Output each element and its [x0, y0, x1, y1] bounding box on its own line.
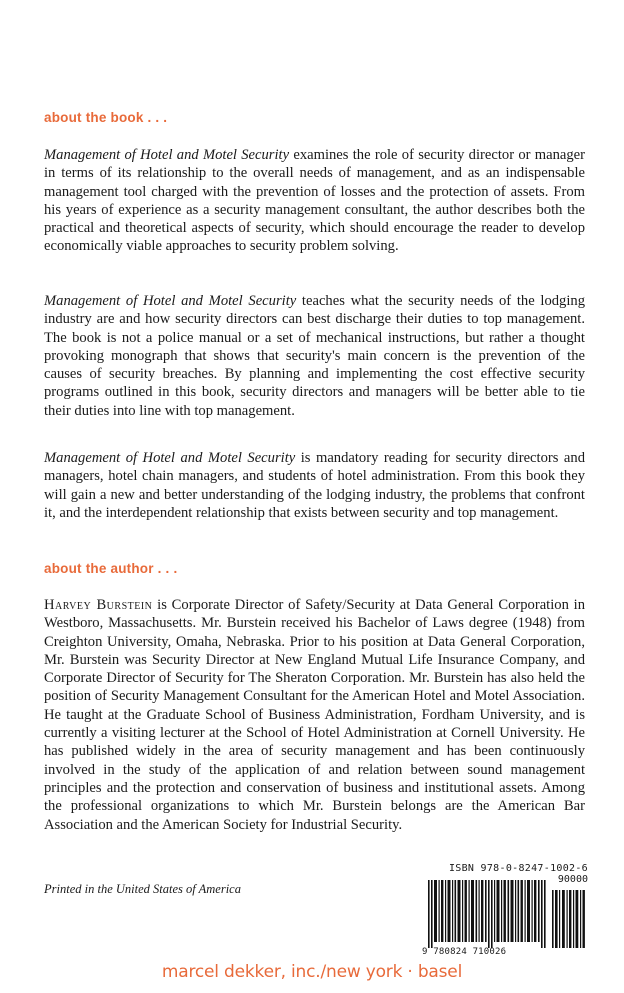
about-book-paragraph-3 [44, 449, 585, 522]
paragraph-text: teaches what the security needs of the lodging industry are and how security directors can best discharge their duties to top management. The book is not a police manual or a set of mechanical instructions, but rather a thought provoking monograph that shows that security's main concern is the prevention of the causes of security breaches. By planning and implementing the cost effective security programs outlined in this book, security directors and managers will be better able to tie their duties into line with top management. [44, 293, 585, 419]
paragraph-text: is mandatory reading for security directors and managers, hotel chain managers, and students of hotel administration. From this book they will gain a new and better understanding of the lodging industry, the problems that confront it, and the interdependent relationship that exists between security and top management. [44, 450, 585, 521]
book-title: Management of Hotel and Motel Security [44, 450, 296, 466]
paragraph-text: is Corporate Director of Safety/Security at Data General Corporation in Westboro, Massachusetts. Mr. Burstein received his Bachelor of Laws degree (1948) from Creighton University, Omaha, Nebraska. Prior to his position at Data General Corporation, Mr. Burstein was Security Director at New England Mutual Life Insurance Company, and Corporate Director of Security for The Sheraton Corporation. Mr. Burstein has also held the position of Security Management Consultant for the American Hotel and Motel Association. He taught at the Graduate School of Business Administration, Fordham University, and is currently a visiting lecturer at the School of Hotel Administration at Cornell University. He has published widely in the area of security management and has been continuously involved in the study of the application of and relation between sound management principles and the protection and conservation of business and institutional assets. Among the professional organizations to which Mr. Burstein belongs are the American Bar Association and the American Society for Industrial Security. [44, 597, 585, 833]
book-title: Management of Hotel and Motel Security [44, 147, 290, 163]
paragraph-text: examines the role of security director or manager in terms of its relationship to the overall needs of management, and as an indispensable management tool charged with the prevention of losses and the protection of assets. From his years of experience as a security management consultant, the author describes both the practical and theoretical aspects of security, which should encourage the reader to develop economically viable approaches to security problem solving. [44, 147, 586, 255]
about-author-paragraph [44, 596, 585, 834]
isbn-barcode [422, 863, 588, 960]
about-book-heading: about the book . . . [44, 110, 168, 125]
book-title: Management of Hotel and Motel Security [44, 293, 297, 309]
barcode-price-code: 90000 [557, 874, 588, 885]
publisher-imprint: marcel dekker, inc./new york · basel [161, 962, 463, 982]
barcode-digits: 9 780824 710026 [422, 947, 507, 957]
author-name: Harvey Burstein [44, 597, 153, 613]
about-author-heading: about the author . . . [44, 561, 178, 576]
printed-in-note: Printed in the United States of America [44, 882, 241, 896]
isbn-number: ISBN 978-0-8247-1002-6 [448, 863, 588, 874]
about-book-paragraph-2 [44, 292, 585, 420]
about-book-paragraph-1 [44, 146, 585, 256]
